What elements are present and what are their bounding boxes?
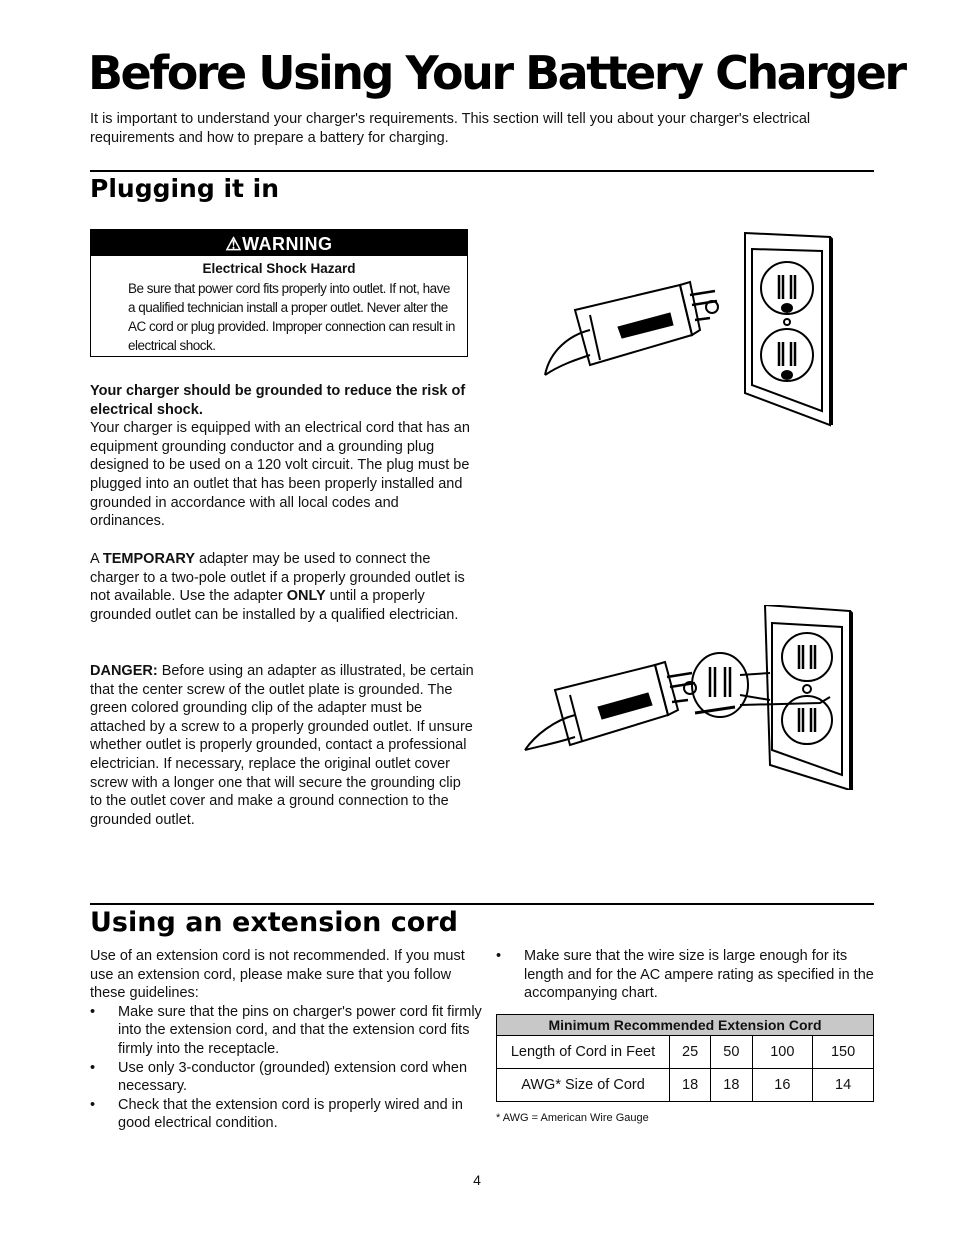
extension-right-column — [496, 947, 876, 1003]
extension-bullet-1: • Make sure that the pins on charger's power cord fit firmly into the extension cord, and that the extension cord fits firmly into the receptacle. — [90, 1003, 482, 1059]
temp-only: ONLY — [286, 588, 326, 605]
temp-text-c: until a properly grounded outlet can be installed by a qualified electrician. — [90, 588, 459, 623]
plugging-heading: Plugging it in — [90, 174, 280, 203]
table-cell: 14 — [813, 1069, 874, 1102]
table-row-label: Length of Cord in Feet — [497, 1036, 670, 1069]
extension-cord-table — [496, 1014, 874, 1102]
extension-bullet-4: • Make sure that the wire size is large enough for its length and for the AC ampere rating as specified in the accompanying chart. — [496, 947, 876, 1003]
table-cell: 18 — [670, 1069, 711, 1102]
adapter-outlet-illustration — [520, 605, 860, 790]
table-row — [497, 1036, 874, 1069]
table-footnote: * AWG = American Wire Gauge — [496, 1112, 649, 1124]
warning-triangle-icon: ⚠ — [225, 234, 243, 254]
danger-text: Before using an adapter as illustrated, be certain that the center screw of the outlet plate is grounded. The green colored grounding clip of the adapter must be attached by a screw to a properly grounded outlet. If unsure whether outlet is properly grounded, contact a professional electrician. If necessary, replace the original outlet cover screw with a longer one that will secure the grounding clip to the outlet cover and make a ground connection to the grounded outlet. — [90, 663, 474, 828]
warning-box — [90, 229, 468, 357]
table-cell: 16 — [752, 1069, 813, 1102]
table-row-label: AWG* Size of Cord — [497, 1069, 670, 1102]
grounding-paragraph — [90, 382, 475, 531]
table-cell: 100 — [752, 1036, 813, 1069]
warning-bar — [91, 230, 467, 256]
extension-bullet-3: • Check that the extension cord is properly wired and in good electrical condition. — [90, 1096, 482, 1133]
table-cell: 25 — [670, 1036, 711, 1069]
warning-text: Be sure that power cord fits properly into outlet. If not, have a qualified technician install a proper outlet. Never alter the AC cord or plug provided. Improper connection can result in electrical shock. — [128, 281, 455, 353]
section-divider — [90, 170, 874, 172]
grounding-text: Your charger is equipped with an electrical cord that has an equipment grounding conductor and a grounding plug designed to be used on a 120 volt circuit. The plug must be plugged into an outlet that has been properly installed and grounded in accordance with all local codes and ordinances. — [90, 420, 470, 530]
section-divider-2 — [90, 903, 874, 905]
danger-paragraph — [90, 662, 475, 829]
extension-left-column — [90, 947, 482, 1133]
table-cell: 50 — [711, 1036, 752, 1069]
danger-label: DANGER: — [90, 663, 158, 679]
temp-text-b: adapter may be used to connect the charger to a two-pole outlet if a properly grounded outlet is not available. Use the adapter — [90, 551, 465, 605]
page-title: Before Using Your Battery Charger — [88, 46, 905, 100]
table-cell: 150 — [813, 1036, 874, 1069]
page-number: 4 — [473, 1172, 481, 1188]
table-header-row — [497, 1015, 874, 1036]
grounding-bold: Your charger should be grounded to reduce the risk of electrical shock. — [90, 383, 466, 418]
table-row — [497, 1069, 874, 1102]
warning-label: WARNING — [242, 234, 333, 254]
grounded-plug-outlet-illustration — [530, 225, 840, 430]
extension-bullet-2: • Use only 3-conductor (grounded) extension cord when necessary. — [90, 1059, 482, 1096]
temp-bold: TEMPORARY — [102, 551, 196, 567]
extension-intro: Use of an extension cord is not recommended. If you must use an extension cord, please make sure that you follow these guidelines: — [90, 948, 465, 1002]
table-cell: 18 — [711, 1069, 752, 1102]
intro-paragraph: It is important to understand your charger's requirements. This section will tell you about your charger's electrical requirements and how to prepare a battery for charging. — [90, 111, 811, 146]
extension-heading: Using an extension cord — [90, 907, 458, 938]
temporary-adapter-paragraph — [90, 550, 475, 624]
temp-text-a: A — [90, 551, 103, 567]
table-title: Minimum Recommended Extension Cord — [497, 1015, 874, 1036]
warning-subtitle: Electrical Shock Hazard — [202, 261, 356, 276]
